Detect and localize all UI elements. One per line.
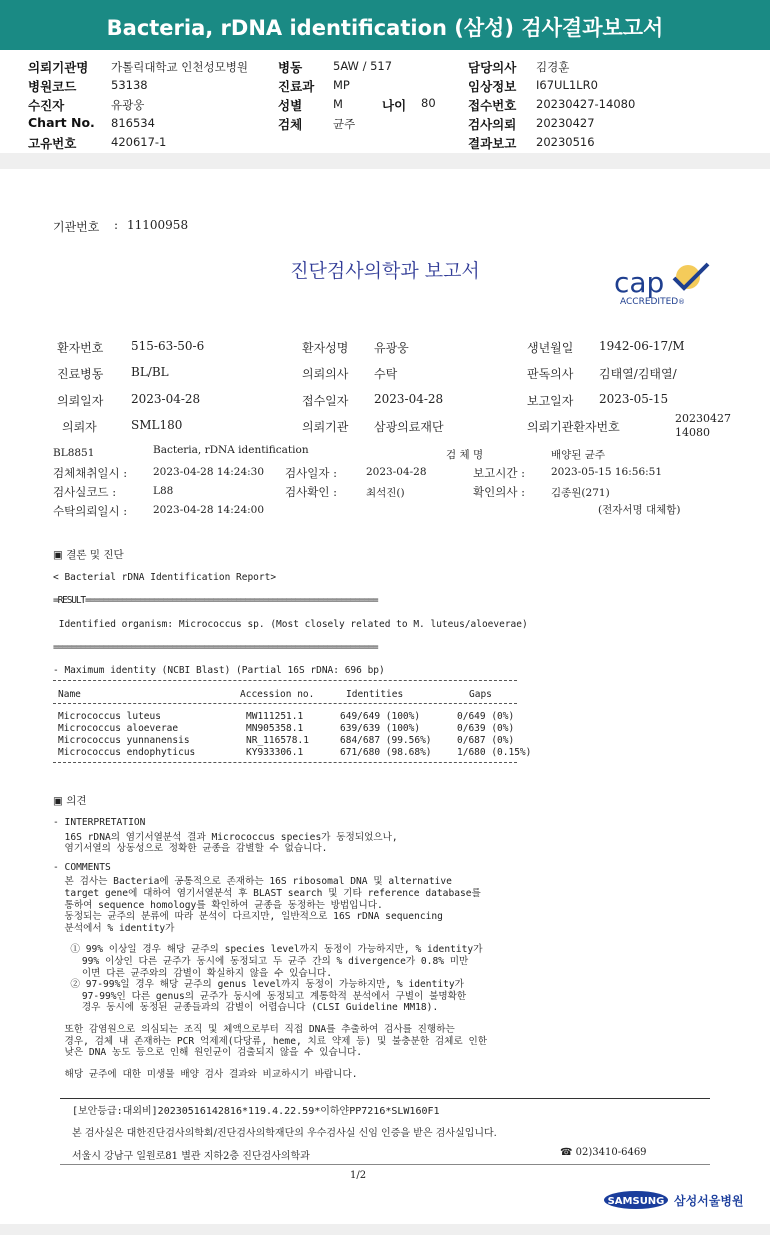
patient-label: 의뢰기관 [302,420,349,434]
opinion-line: target gene에 대하여 염기서열분석 후 BLAST search 및 기타 reference database를 [53,888,481,899]
table-cell: 1/680 (0.15%) [457,747,532,758]
institution-sep: : [114,218,119,232]
exam-label: 검체채취일시 : [53,466,128,480]
header-label: 임상정보 [468,79,517,94]
opinion-line: 본 검사는 Bacteria에 공통적으로 존재하는 16S ribosomal DNA 및 alternative [53,876,452,888]
opinion-line: 경우 동시에 동정된 균종들과의 감별이 어렵습니다 (CLSI Guideline MM18). [53,1002,439,1014]
header-value: 5AW / 517 [333,59,393,73]
header-label: 병원코드 [28,79,77,94]
exam-name: Bacteria, rDNA identification [153,444,309,456]
header-value: 20230427 [536,116,595,130]
header-value: 20230516 [536,135,595,149]
table-cell: 0/639 (0%) [457,723,515,734]
report-name: < Bacterial rDNA Identification Report> [53,572,277,583]
patient-label: 접수일자 [302,394,349,408]
opinion-line: ② 97-99%일 경우 해당 균주의 genus level까지 동정이 가능하지만, % identity가 [53,979,464,991]
patient-value: 2023-05-15 [599,392,669,406]
table-cell: 684/687 (99.56%) [340,735,432,746]
header-label: Chart No. [28,115,95,130]
header-value: 가톨릭대학교 인천성모병원 [111,60,248,74]
header-label: 진료과 [278,79,315,94]
table-cell: 639/639 (100%) [340,723,421,734]
header-label: 결과보고 [468,136,517,151]
patient-value: BL/BL [131,365,169,379]
patient-value: 2023042714080 [675,412,731,439]
exam-label: 검사실코드 : [53,485,117,499]
patient-label: 의뢰자 [62,420,97,434]
header-label: 의뢰기관명 [28,60,89,75]
lab-address: 서울시 강남구 일원로81 별관 지하2층 진단검사의학과 [72,1151,310,1162]
patient-label: 환자번호 [57,341,104,355]
exam-label: 검사확인 : [285,485,337,499]
identified-organism: Identified organism: Micrococcus sp. (Most closely related to M. luteus/aloeverae) [53,619,528,630]
table-cell: MN905358.1 [246,723,304,734]
exam-label: 보고시간 : [473,466,525,480]
header-label: 접수번호 [468,98,517,113]
patient-value: 삼광의료재단 [374,420,444,434]
age-label: 나이 [382,98,407,113]
exam-value: 김종원(271) [551,487,610,499]
table-cell: Micrococcus aloeverae [58,723,179,734]
opinion-line: 16S rDNA의 염기서열분석 결과 Micrococcus species가 동정되었으나, [53,831,398,843]
patient-label: 진료병동 [57,367,104,381]
table-column-header: Identities [346,689,404,700]
header-label: 수진자 [28,98,65,113]
section-separator [0,153,770,169]
samsung-hospital-logo [604,1190,744,1210]
page-number: 1/2 [350,1170,367,1181]
e-signature-note: (전자서명 대체함) [598,504,681,516]
cap-logo-text: cap [614,266,665,299]
header-value: 816534 [111,116,155,130]
patient-label: 의뢰의사 [302,367,349,381]
opinion-line: 또한 감염원으로 의심되는 조직 및 체액으로부터 직접 DNA를 추출하여 검사를 진행하는 [53,1024,455,1035]
patient-value: 2023-04-28 [374,392,444,406]
table-cell: 649/649 (100%) [340,711,421,722]
header-label: 검체 [278,117,303,132]
certification-text: 본 검사실은 대한진단검사의학회/진단검사의학재단의 우수검사실 신임 인증을 받은 검사실입니다. [72,1128,497,1139]
opinion-line: - COMMENTS [53,861,111,873]
lab-phone: ☎ 02)3410-6469 [560,1147,647,1158]
patient-value: 수탁 [374,367,398,381]
opinion-line: 이면 다른 균주와의 감별이 확실하지 않을 수 있습니다. [53,967,332,979]
patient-label: 판독의사 [527,367,574,381]
specimen-label: 검 체 명 [446,449,484,461]
patient-label: 의뢰일자 [57,394,104,408]
cap-logo-accredited: ACCREDITED [620,297,679,307]
security-line: [보안등급:대외비]20230516142816*119.4.22.59*이하얀PP7216*SLW160F1 [72,1106,440,1117]
conclusion-heading: ▣ 결론 및 진단 [53,549,124,561]
samsung-logo-text: SAMSUNG [607,1196,665,1207]
patient-value: 1942-06-17/M [599,339,685,353]
equals-line: ======================================================================= [53,642,378,653]
table-cell: Micrococcus endophyticus [58,747,196,758]
specimen-value: 배양된 균주 [551,449,606,461]
cap-accredited-logo [612,262,712,308]
exam-label: 확인의사 : [473,485,525,499]
opinion-heading: ▣ 의견 [53,795,87,807]
table-cell: KY933306.1 [246,747,304,758]
footer-bottom-rule [60,1164,710,1165]
header-value: 53138 [111,78,148,92]
result-line: =RESULT================================================================ [53,595,378,606]
max-identity-line: - Maximum identity (NCBI Blast) (Partial 16S rDNA: 696 bp) [53,665,385,676]
institution-label: 기관번호 [53,220,100,234]
header-value: 유광웅 [111,98,145,112]
footer-top-rule [60,1098,710,1099]
opinion-line: 통하여 sequence homology를 확인하여 균종을 동정하는 방법입니다. [53,899,383,911]
opinion-line: 분석에서 % identity가 [53,922,175,934]
exam-value: 2023-05-15 16:56:51 [551,466,663,478]
exam-code: BL8851 [53,447,95,459]
institution-number: 11100958 [127,218,189,232]
table-header-rule [53,703,517,704]
patient-label: 보고일자 [527,394,574,408]
table-cell: NR_116578.1 [246,735,309,746]
exam-value: 2023-04-28 14:24:00 [153,504,265,516]
table-column-header: Accession no. [240,689,315,700]
opinion-line: 해당 균주에 대한 미생물 배양 검사 결과와 비교하시기 바랍니다. [53,1068,358,1080]
opinion-line: - INTERPRETATION [53,817,146,828]
age-value: 80 [421,96,436,110]
table-bottom-rule [53,762,517,763]
header-value: 20230427-14080 [536,97,636,111]
header-value: I67UL1LR0 [536,78,598,92]
header-label: 병동 [278,60,303,75]
header-label: 담당의사 [468,60,517,75]
report-title: 진단검사의학과 보고서 [290,260,480,282]
patient-label: 환자성명 [302,341,349,355]
exam-value: 2023-04-28 14:24:30 [153,466,265,478]
patient-value: SML180 [131,418,183,432]
table-cell: 0/687 (0%) [457,735,515,746]
table-top-rule [53,680,517,681]
patient-value: 김태열/김태열/ [599,367,677,381]
table-column-header: Gaps [469,689,492,700]
patient-value: 2023-04-28 [131,392,201,406]
table-cell: Micrococcus luteus [58,711,161,722]
patient-value: 유광웅 [374,341,409,355]
table-cell: 0/649 (0%) [457,711,515,722]
exam-value: 2023-04-28 [366,466,427,478]
hospital-name: 삼성서울병원 [674,1194,744,1208]
header-label: 성별 [278,98,303,113]
table-column-header: Name [58,689,81,700]
header-value: MP [333,78,350,92]
header-value: M [333,97,343,111]
patient-label: 의뢰기관환자번호 [527,420,620,434]
opinion-line: 경우, 검체 내 존재하는 PCR 억제제(다당류, heme, 치료 약제 등) 및 불충분한 검체로 인한 [53,1035,487,1047]
patient-label: 생년월일 [527,341,574,355]
header-label: 검사의뢰 [468,117,517,132]
patient-value: 515-63-50-6 [131,339,205,353]
exam-value: 최석진() [366,487,405,499]
table-cell: MW111251.1 [246,711,304,722]
page-title: Bacteria, rDNA identification (삼성) 검사결과보고서 [106,16,664,40]
header-value: 김경훈 [536,60,570,74]
opinion-line: 99% 이상인 다른 균주가 동시에 동정되고 두 균주 간의 % divergence가 0.8% 미만 [53,956,469,967]
exam-value: L88 [153,485,174,497]
opinion-line: 97-99%인 다른 genus의 균주가 동시에 동정되고 계통학적 분석에서 구별이 불명확한 [53,990,467,1002]
header-value: 420617-1 [111,135,167,149]
opinion-line: ① 99% 이상일 경우 해당 균주의 species level까지 동정이 가능하지만, % identity가 [53,944,483,956]
table-cell: 671/680 (98.68%) [340,747,432,758]
table-cell: Micrococcus yunnanensis [58,735,190,746]
header-label: 고유번호 [28,136,77,151]
opinion-line: 동정되는 균주의 분류에 따라 분석이 다르지만, 일반적으로 16S rDNA sequencing [53,911,443,923]
opinion-line: 낮은 DNA 농도 등으로 인해 원인균이 검출되지 않을 수 있습니다. [53,1047,363,1059]
exam-label: 수탁의뢰일시 : [53,504,128,518]
opinion-line: 염기서열의 상동성으로 정확한 균종을 감별할 수 없습니다. [53,843,328,855]
cap-logo-mark: ® [678,298,685,306]
bottom-band [0,1224,770,1235]
exam-label: 검사일자 : [285,466,337,480]
header-value: 균주 [333,117,356,131]
